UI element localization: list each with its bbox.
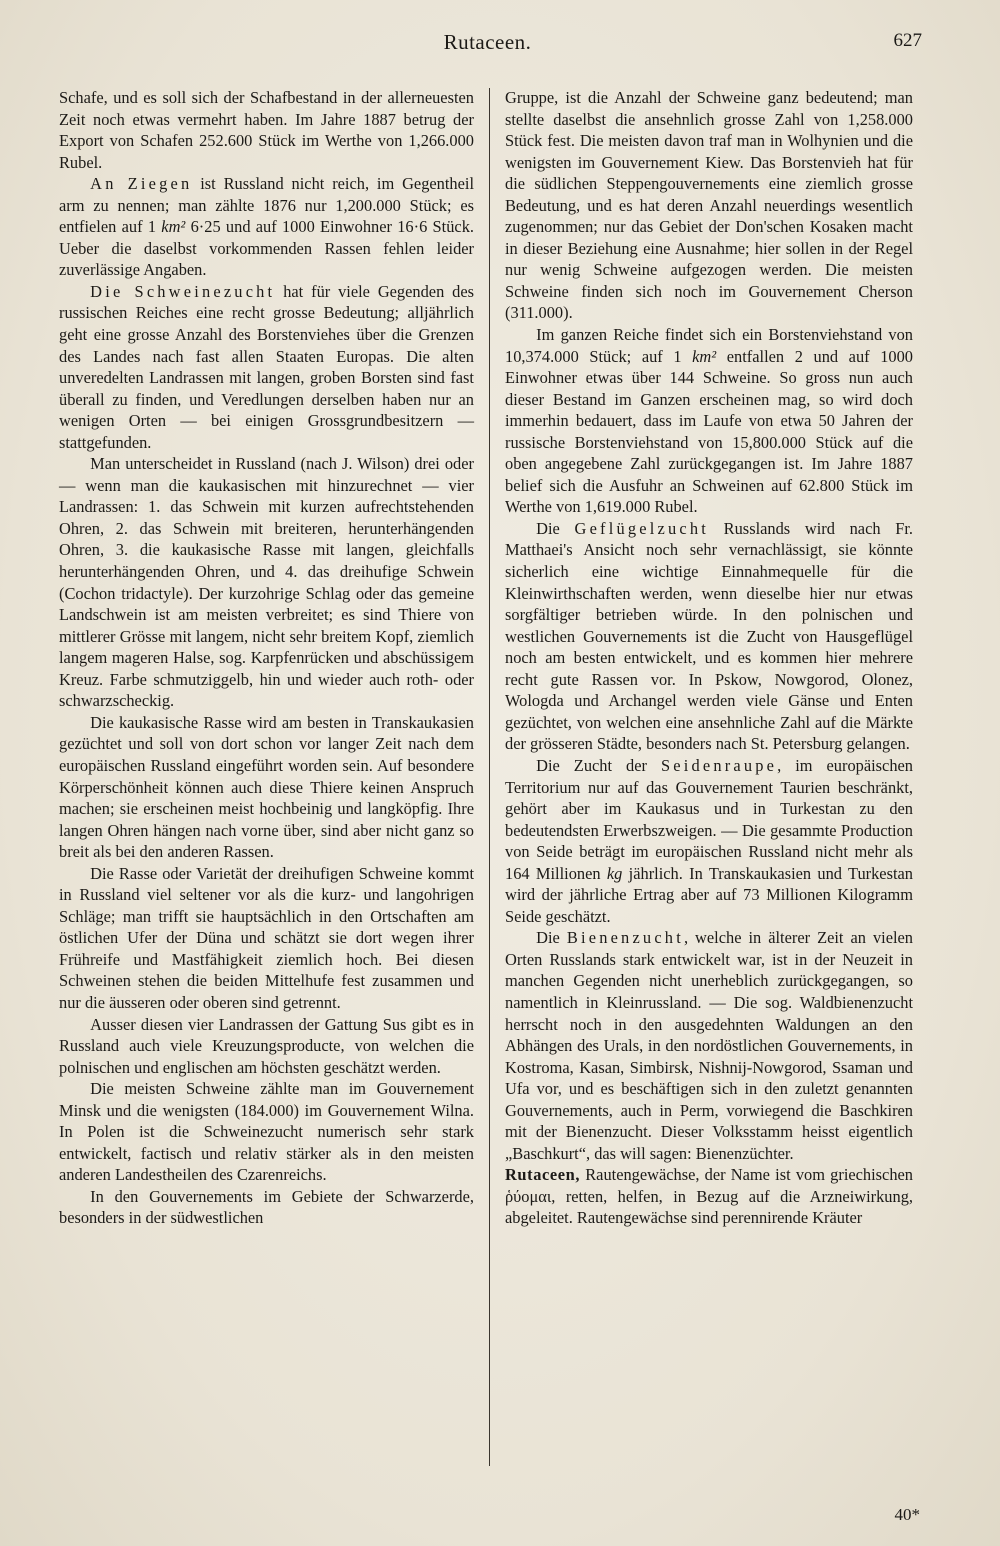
column-divider xyxy=(489,88,490,1466)
paragraph: Die Rasse oder Varietät der dreihufigen Schweine kommt in Russland viel seltener vor als die kurz- und langohrigen Schläge; man trifft sie hauptsächlich in den Ortschaften am östlichen Ufer der Düna und schätzt sie dort wegen ihrer Frühreife und Mastfähigkeit ziemlich hoch. Bei diesen Schweinen stehen die beiden Mittelhufe fest zusammen und nur die äusseren oder oberen sind getrennt. xyxy=(59,863,474,1012)
left-column xyxy=(59,87,474,1229)
unit: kg xyxy=(606,863,623,883)
paragraph: Die kaukasische Rasse wird am besten in Transkaukasien gezüchtet und soll von dort schon vor langer Zeit nach dem europäischen Russland eingeführt worden sein. Auf besondere Körperschönheit können auch diese Thiere keinen Anspruch machen; sie erscheinen meist hochbeinig und langköpfig. Ihre langen Ohren hängen nach vorne über, sind aber nicht ganz so breit als bei den anderen Rassen. xyxy=(59,712,474,862)
paragraph: Schafe, und es soll sich der Schafbestand in der allerneuesten Zeit noch etwas vermehrt haben. Im Jahre 1887 betrug der Export von Schafen 252.600 Stück im Werthe von 1,266.000 Rubel. xyxy=(59,88,474,172)
paragraph: Im ganzen Reiche findet sich ein Borstenviehstand von 10,374.000 Stück; auf 1 km² entfallen 2 und auf 1000 Einwohner etwas über 144 Schweine. So gross nun auch dieser Bestand im Ganzen erscheinen mag, so wird doch immerhin bedauert, dass im Laufe von etwa 50 Jahren der russische Borstenviehstand von 15,800.000 Stück auf die oben angegebene Zahl zurückgegangen ist. Im Jahre 1887 belief sich die Ausfuhr an Schweinen auf 62.800 Stück im Werthe von 1,619.000 Rubel. xyxy=(505,325,913,517)
paragraph: Gruppe, ist die Anzahl der Schweine ganz bedeutend; man stellte daselbst die ansehnlich grosse Zahl von 1,258.000 Stück fest. Die meisten davon traf man in Wolhynien und die wenigsten im Gouvernement Kiew. Das Borstenvieh hat für die südlichen Steppengouvernements eine ziemlich grosse Bedeutung, und es hat deren Anzahl neuerdings wesentlich zugenommen; nur das Gebiet der Don'schen Kosaken macht in dieser Beziehung eine Ausnahme; hier sollen in der Regel nur wenig Schweine aufgezogen werden. Die meisten Schweine finden sich noch im Gouvernement Cherson (311.000). xyxy=(505,88,913,323)
entry-headword: Rutaceen, xyxy=(505,1165,581,1185)
page-number: 627 xyxy=(893,30,922,51)
paragraph: Die Bienenzucht, welche in älterer Zeit an vielen Orten Russlands stark entwickelt war, ist in der Neuzeit in manchen Gegenden nicht unerheblich zurückgegangen, so namentlich in Kleinrussland. — Die sog. Waldbienenzucht herrscht noch in den ausgedehnten Waldungen an den Abhängen des Urals, in den nordöstlichen Gouvernements, in Kostroma, Kasan, Simbirsk, Nishnij-Nowgorod, Ssaman und Ufa vor, und es beschäftigen sich in den zuletzt genannten Gouvernements, auch in Perm, vorwiegend die Baschkiren mit der Bienenzucht. Dieser Volksstamm heisst eigentlich „Baschkurt“, das will sagen: Bienenzüchter. xyxy=(505,928,913,1163)
paragraph: Rutaceen, Rautengewächse, der Name ist vom griechischen ῥύομαι, retten, helfen, in Bezug auf die Arzneiwirkung, abgeleitet. Rautengewächse sind perennirende Kräuter xyxy=(505,1165,913,1228)
paragraph: In den Gouvernements im Gebiete der Schwarzerde, besonders in der südwestlichen xyxy=(59,1186,474,1228)
paragraph: Die Zucht der Seidenraupe, im europäischen Territorium nur auf das Gouvernement Taurien beschränkt, gehört aber im Kaukasus und in Turkestan zu den bedeutendsten Erwerbszweigen. — Die gesammte Production von Seide beträgt im europäischen Russland nicht mehr als 164 Millionen kg jährlich. In Transkaukasien und Turkestan wird der jährliche Ertrag aber auf 73 Millionen Kilogramm Seide geschätzt. xyxy=(505,755,913,926)
section-term: Die Schweinezucht xyxy=(90,281,276,301)
paragraph: An Ziegen ist Russland nicht reich, im Gegentheil arm zu nennen; man zählte 1876 nur 1,200.000 Stück; es entfielen auf 1 km² 6·25 und auf 1000 Einwohner 16·6 Stück. Ueber die daselbst vorkommenden Rassen fehlen leider zuverlässige Angaben. xyxy=(59,174,474,280)
paragraph: Die Schweinezucht hat für viele Gegenden des russischen Reiches eine recht grosse Bedeutung; alljährlich geht eine grosse Anzahl des Borstenviehes über die Grenzen des Landes nach fast allen Staaten Europas. Die alten unveredelten Landrassen mit langen, groben Borsten sind fast überall zu finden, und Veredlungen derselben haben nur an wenigen Orten — bei einigen Grossgrundbesitzern — stattgefunden. xyxy=(59,281,474,452)
paragraph: Man unterscheidet in Russland (nach J. Wilson) drei oder — wenn man die kaukasischen mit hinzurechnet — vier Landrassen: 1. das Schwein mit kurzen aufrechtstehenden Ohren, 2. das Schwein mit breiteren, herunterhängenden Ohren, 3. die kaukasische Rasse mit langen, gleichfalls herunterhängenden Ohren, und 4. das dreihufige Schwein (Cochon tridactyle). Der kurzohrige Schlag oder das gemeine Landschwein ist am meisten verbreitet; es sind Thiere von mittlerer Grösse mit langem, nicht sehr breitem Kopf, ziemlich langem mageren Halse, sog. Karpfenrücken und abschüssigem Kreuz. Farbe schmutziggelb, hin und wieder auch roth- oder schwarzscheckig. xyxy=(59,454,474,711)
section-term: Seidenraupe xyxy=(660,755,778,775)
running-title: Rutaceen. xyxy=(443,30,532,54)
unit: km² xyxy=(161,217,186,237)
signature-mark: 40* xyxy=(894,1505,920,1524)
unit: km² xyxy=(692,346,717,366)
section-term: Geflügelzucht xyxy=(574,518,709,538)
page-header xyxy=(55,30,920,60)
right-column xyxy=(505,87,913,1229)
paragraph: Ausser diesen vier Landrassen der Gattung Sus gibt es in Russland auch viele Kreuzungsproducte, von welchen die polnischen und englischen am höchsten geschätzt werden. xyxy=(59,1014,474,1077)
paragraph: Die Geflügelzucht Russlands wird nach Fr. Matthaei's Ansicht noch sehr vernachlässigt, sie könnte sicherlich eine wichtige Einnahmequelle für die Kleinwirthschaften werden, wenn dieselbe hier nur etwas sorgfältiger betrieben würde. In den polnischen und westlichen Gouvernements ist die Zucht von Hausgeflügel noch am besten entwickelt, und es kommen hier mehrere recht gute Rassen vor. In Pskow, Nowgorod, Olonez, Wologda und Archangel werden viele Gänse und Enten gezüchtet, von welchen eine ansehnliche Zahl auf die Märkte der grösseren Städte, besonders nach St. Petersburg gelangen. xyxy=(505,518,914,754)
section-term: Bienenzucht xyxy=(566,928,684,948)
paragraph: Die meisten Schweine zählte man im Gouvernement Minsk und die wenigsten (184.000) im Gouvernement Wilna. In Polen ist die Schweinezucht numerisch sehr stark entwickelt, factisch und relativ stärker als in den meisten anderen Landestheilen des Czarenreichs. xyxy=(59,1079,474,1185)
section-term: An Ziegen xyxy=(90,174,193,194)
